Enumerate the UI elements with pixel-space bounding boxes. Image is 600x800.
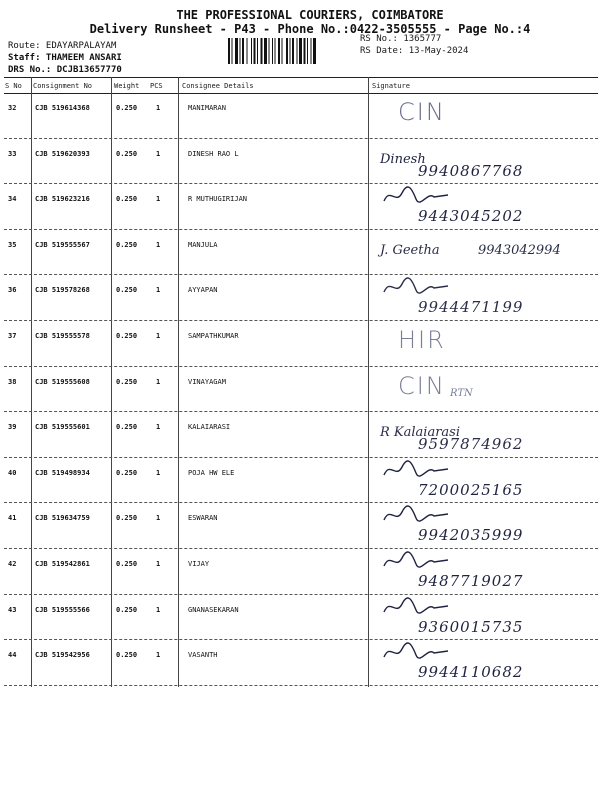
cell-pcs: 1 xyxy=(156,104,161,112)
signature-phone: 9940867768 xyxy=(418,161,524,180)
signature-text: J. Geetha xyxy=(380,242,440,258)
table-row xyxy=(0,459,600,505)
cell-consignee: DINESH RAO L xyxy=(188,149,239,158)
cell-consignee: VIJAY xyxy=(188,560,210,568)
table-top-border xyxy=(4,77,598,78)
cell-pcs: 1 xyxy=(156,195,161,204)
signature-text: CIN xyxy=(398,98,446,126)
cell-weight: 0.250 xyxy=(116,377,138,386)
row-divider xyxy=(4,183,598,184)
cell-pcs: 1 xyxy=(156,651,161,660)
barcode-bar xyxy=(228,38,230,64)
barcode-bar xyxy=(242,38,244,64)
barcode-bar xyxy=(272,38,273,64)
cell-consignee: GNANASEKARAN xyxy=(188,605,239,614)
signature-scribble xyxy=(382,550,452,572)
cell-weight: 0.250 xyxy=(116,514,138,523)
rs-number: RS No.: 1365777 xyxy=(360,34,442,44)
signature-scribble xyxy=(382,596,452,618)
cell-weight: 0.250 xyxy=(116,286,138,295)
table-row xyxy=(0,322,600,368)
cell-consignment: CJB 519620393 xyxy=(35,149,90,158)
signature-phone: 9944471199 xyxy=(418,298,524,317)
signature-scribble xyxy=(382,185,452,207)
row-divider xyxy=(4,639,598,640)
company-title: THE PROFESSIONAL COURIERS, COIMBATORE xyxy=(176,8,444,22)
row-divider xyxy=(4,457,598,458)
barcode-bar xyxy=(286,38,288,64)
row-divider xyxy=(4,138,598,139)
cell-consignment: CJB 519578268 xyxy=(35,286,90,295)
cell-consignment: CJB 519555566 xyxy=(35,605,90,614)
header-weight: Weight xyxy=(114,82,140,90)
row-divider xyxy=(4,274,598,275)
table-row xyxy=(0,276,600,322)
table-row xyxy=(0,368,600,414)
cell-consignment: CJB 519634759 xyxy=(35,514,90,523)
row-divider xyxy=(4,411,598,412)
barcode-bar xyxy=(311,38,312,64)
cell-sno: 42 xyxy=(8,560,17,568)
cell-consignee: MANJULA xyxy=(188,240,218,249)
signature-scribble xyxy=(382,276,452,298)
cell-weight: 0.250 xyxy=(116,149,138,158)
table-row xyxy=(0,550,600,596)
route-label: Route: EDAYARPALAYAM xyxy=(8,41,117,51)
signature-scribble xyxy=(382,641,452,663)
signature-scribble xyxy=(382,459,452,481)
table-row xyxy=(0,185,600,231)
cell-consignee: POJA HW ELE xyxy=(188,468,235,477)
cell-consignee: R MUTHUGIRIJAN xyxy=(188,195,248,204)
barcode-bar xyxy=(251,38,252,64)
barcode-bar xyxy=(257,38,258,64)
signature-phone: 9943042994 xyxy=(478,242,561,258)
table-row xyxy=(0,231,600,277)
header-signature: Signature xyxy=(372,82,410,90)
cell-weight: 0.250 xyxy=(116,468,138,477)
runsheet-title: Delivery Runsheet - P43 - Phone No.:0422-3505555 - Page No.:4 xyxy=(89,22,531,36)
header-consignee: Consignee Details xyxy=(182,82,254,90)
cell-sno: 34 xyxy=(8,195,17,204)
table-row xyxy=(0,641,600,687)
cell-sno: 43 xyxy=(8,605,17,614)
barcode-image xyxy=(228,38,356,64)
cell-sno: 36 xyxy=(8,286,17,295)
signature-text: CIN xyxy=(398,371,446,400)
cell-pcs: 1 xyxy=(156,286,161,295)
signature-phone: 9597874962 xyxy=(418,435,524,454)
cell-consignment: CJB 519498934 xyxy=(35,468,90,477)
header-pcs: PCS xyxy=(150,82,163,90)
barcode-bar xyxy=(307,38,308,64)
cell-consignment: CJB 519542956 xyxy=(35,651,90,660)
row-divider xyxy=(4,685,598,686)
signature-text: R Kalaiarasi xyxy=(380,425,460,441)
barcode-bar xyxy=(269,38,270,64)
table-row xyxy=(0,413,600,459)
barcode-bar xyxy=(261,38,263,64)
cell-sno: 33 xyxy=(8,149,17,158)
row-divider xyxy=(4,366,598,367)
cell-pcs: 1 xyxy=(156,514,161,523)
cell-consignment: CJB 519555608 xyxy=(35,377,90,386)
cell-consignee: ESWARAN xyxy=(188,514,218,523)
signature-phone: 9360015735 xyxy=(418,617,524,636)
barcode-bar xyxy=(304,38,306,64)
cell-pcs: 1 xyxy=(156,149,161,158)
cell-pcs: 1 xyxy=(156,423,161,432)
cell-sno: 35 xyxy=(8,240,17,249)
cell-consignment: CJB 519623216 xyxy=(35,195,90,204)
cell-sno: 37 xyxy=(8,332,17,340)
cell-consignee: MANIMARAN xyxy=(188,104,226,112)
signature-phone: 9942035999 xyxy=(418,526,524,545)
cell-sno: 41 xyxy=(8,514,17,523)
cell-consignee: AYYAPAN xyxy=(188,286,218,295)
table-row xyxy=(0,94,600,140)
cell-weight: 0.250 xyxy=(116,423,138,432)
cell-consignee: VINAYAGAM xyxy=(188,377,226,386)
signature-phone: 7200025165 xyxy=(418,480,524,499)
cell-pcs: 1 xyxy=(156,332,161,340)
cell-weight: 0.250 xyxy=(116,240,138,249)
row-divider xyxy=(4,229,598,230)
cell-consignee: VASANTH xyxy=(188,651,218,660)
cell-consignee: KALAIARASI xyxy=(188,423,231,432)
staff-label: Staff: THAMEEM ANSARI xyxy=(8,53,122,63)
signature-phone: 9443045202 xyxy=(418,207,524,226)
barcode-bar xyxy=(313,38,316,64)
row-divider xyxy=(4,502,598,503)
cell-pcs: 1 xyxy=(156,560,161,568)
table-row xyxy=(0,596,600,642)
cell-weight: 0.250 xyxy=(116,560,138,568)
drs-label: DRS No.: DCJB13657770 xyxy=(8,65,122,75)
cell-pcs: 1 xyxy=(156,377,161,386)
barcode-bar xyxy=(297,38,298,64)
table-row xyxy=(0,140,600,186)
signature-scribble xyxy=(382,504,452,526)
cell-consignment: CJB 519542861 xyxy=(35,560,90,568)
header-sno: S No xyxy=(5,82,22,90)
barcode-bar xyxy=(264,38,267,64)
cell-weight: 0.250 xyxy=(116,605,138,614)
signature-phone: RTN xyxy=(450,387,473,399)
barcode-bar xyxy=(275,38,276,64)
cell-sno: 38 xyxy=(8,377,17,386)
row-divider xyxy=(4,548,598,549)
cell-sno: 39 xyxy=(8,423,17,432)
barcode-bar xyxy=(247,38,248,64)
row-divider xyxy=(4,320,598,321)
barcode-bar xyxy=(278,38,280,64)
cell-weight: 0.250 xyxy=(116,104,138,112)
cell-pcs: 1 xyxy=(156,605,161,614)
cell-consignment: CJB 519555567 xyxy=(35,240,90,249)
header-consignment: Consignment No xyxy=(33,82,93,90)
signature-phone: 9944110682 xyxy=(418,663,524,682)
cell-consignment: CJB 519614368 xyxy=(35,104,90,112)
cell-pcs: 1 xyxy=(156,240,161,249)
signature-text: Dinesh xyxy=(380,151,426,167)
cell-consignment: CJB 519555601 xyxy=(35,423,90,432)
cell-weight: 0.250 xyxy=(116,332,138,340)
barcode-bar xyxy=(292,38,294,64)
barcode-bar xyxy=(232,38,233,64)
barcode-bar xyxy=(254,38,256,64)
signature-text: HIR xyxy=(398,326,446,354)
table-row xyxy=(0,504,600,550)
row-divider xyxy=(4,594,598,595)
rs-date: RS Date: 13-May-2024 xyxy=(360,46,469,56)
cell-consignment: CJB 519555578 xyxy=(35,332,90,340)
cell-weight: 0.250 xyxy=(116,651,138,660)
cell-sno: 32 xyxy=(8,104,17,112)
signature-phone: 9487719027 xyxy=(418,572,524,590)
barcode-bar xyxy=(290,38,291,64)
barcode-bar xyxy=(299,38,302,64)
cell-sno: 40 xyxy=(8,468,17,477)
cell-consignee: SAMPATHKUMAR xyxy=(188,332,239,340)
cell-pcs: 1 xyxy=(156,468,161,477)
cell-weight: 0.250 xyxy=(116,195,138,204)
barcode-bar xyxy=(282,38,283,64)
cell-sno: 44 xyxy=(8,651,17,660)
barcode-bar xyxy=(235,38,238,64)
barcode-bar xyxy=(240,38,241,64)
